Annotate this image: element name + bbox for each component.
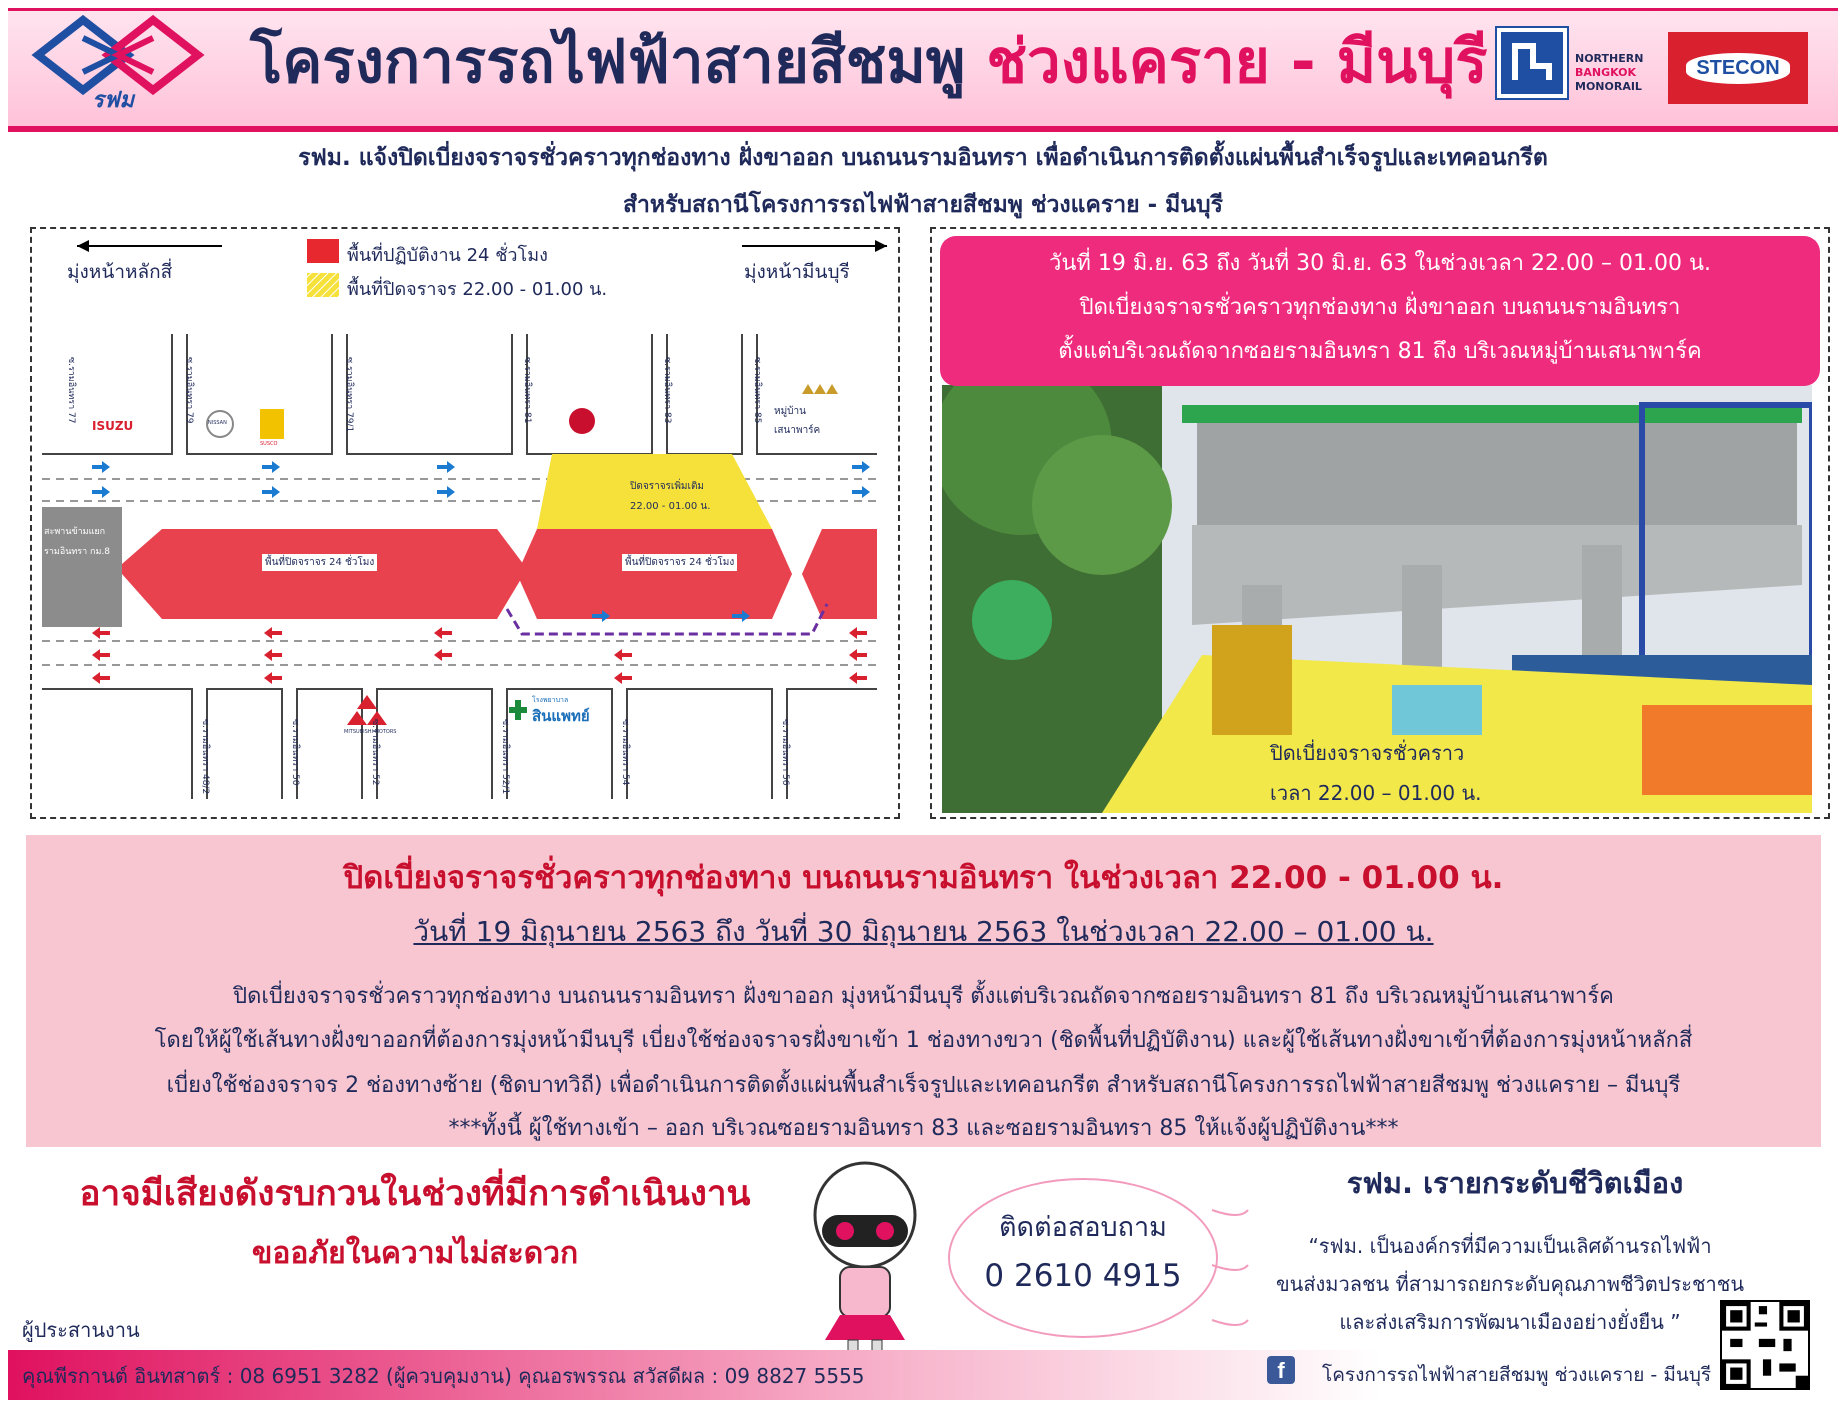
- notice-date-range: วันที่ 19 มิถุนายน 2563 ถึง วันที่ 30 มิถุนายน 2563 ในช่วงเวลา 22.00 – 01.00 น.: [413, 915, 1434, 948]
- title-main: โครงการรถไฟฟ้าสายสีชมพู: [250, 27, 987, 97]
- work-zone-right: [517, 529, 792, 619]
- nbm-line-3: MONORAIL: [1575, 80, 1642, 93]
- contact-phone[interactable]: 0 2610 4915: [984, 1258, 1182, 1294]
- banner-line-3: ตั้งแต่บริเวณถัดจากซอยรามอินทรา 81 ถึง บริเวณหมู่บ้านเสนาพาร์ค: [1058, 339, 1702, 364]
- village-icon: [802, 384, 838, 394]
- legend-24h-label: พื้นที่ปฏิบัติงาน 24 ชั่วโมง: [347, 245, 548, 266]
- susco-label: SUSCO: [260, 441, 278, 447]
- soi-48-2: ซ.รามอินทรา 48/2: [200, 719, 210, 795]
- map-drawing: [32, 229, 898, 817]
- vision-quote-3: และส่งเสริมการพัฒนาเมืองอย่างยั่งยืน ”: [1339, 1310, 1681, 1334]
- coordinator-label: ผู้ประสานงาน: [22, 1318, 140, 1342]
- nbm-line-2: BANGKOK: [1575, 66, 1637, 79]
- zone-left-label: พื้นที่ปิดจราจร 24 ชั่วโมง: [262, 554, 377, 571]
- traffic-map: [30, 227, 900, 819]
- legend-red-swatch: [307, 239, 339, 263]
- stecon-text: STECON: [1686, 53, 1789, 84]
- vision-quote-1: “รฟม. เป็นองค์กรที่มีความเป็นเลิศด้านรถไฟฟ้า: [1308, 1234, 1712, 1258]
- soi-50: ซ.รามอินทรา 50: [290, 719, 300, 786]
- notice-body-4: ***ทั้งนี้ ผู้ใช้ทางเข้า – ออก บริเวณซอยรามอินทรา 83 และซอยรามอินทรา 85 ให้แจ้งผู้ปฏิบัติงาน***: [448, 1116, 1399, 1141]
- work-zone-left: [122, 529, 527, 619]
- stecon-logo: [1668, 32, 1808, 104]
- work-zone-edge: [802, 529, 877, 619]
- soi-81: ซ.รามอินทรา 81: [522, 357, 532, 424]
- direction-left-label: มุ่งหน้าหลักสี่: [67, 261, 173, 283]
- legend-night-label: พื้นที่ปิดจราจร 22.00 - 01.00 น.: [347, 279, 608, 300]
- extra-closure-time: 22.00 - 01.00 น.: [630, 501, 711, 512]
- soi-83: ซ.รามอินทรา 83: [662, 357, 672, 424]
- mascot-icon: [800, 1155, 930, 1360]
- banner-line-1: วันที่ 19 มิ.ย. 63 ถึง วันที่ 30 มิ.ย. 63 ในช่วงเวลา 22.00 – 01.00 น.: [1048, 251, 1711, 276]
- vision-title: รฟม. เรายกระดับชีวิตเมือง: [1346, 1166, 1684, 1200]
- logo-text: รฟม: [92, 88, 134, 110]
- apology-text: ขออภัยในความไม่สะดวก: [251, 1236, 579, 1271]
- vision-quote-2: ขนส่งมวลชน ที่สามารถยกระดับคุณภาพชีวิตประชาชน: [1275, 1272, 1745, 1296]
- facebook-page-link[interactable]: โครงการรถไฟฟ้าสายสีชมพู ช่วงแคราย - มีนบุรี: [1322, 1364, 1712, 1386]
- notice-heading: ปิดเบี่ยงจราจรชั่วคราวทุกช่องทาง บนถนนรามอินทรา ในช่วงเวลา 22.00 - 01.00 น.: [343, 860, 1504, 896]
- hospital-cross-icon: [509, 700, 527, 720]
- banner-line-2: ปิดเบี่ยงจราจรชั่วคราวทุกช่องทาง ฝั่งขาออก บนถนนรามอินทรา: [1079, 295, 1681, 320]
- facebook-icon[interactable]: f: [1267, 1356, 1295, 1384]
- legend-yellow-swatch: [307, 273, 339, 297]
- date-banner: [940, 236, 1820, 386]
- susco-icon: [260, 409, 284, 439]
- kfc-icon: [569, 408, 595, 434]
- nbm-logo: [1497, 28, 1567, 98]
- village-label-2: เสนาพาร์ค: [774, 425, 821, 436]
- soi-52: ซ.รามอินทรา 52: [370, 719, 380, 786]
- zone-right-label: พื้นที่ปิดจราจร 24 ชั่วโมง: [622, 554, 737, 571]
- page-title: [250, 14, 1487, 109]
- hospital-small-label: โรงพยาบาล: [532, 696, 569, 704]
- nbm-logo-mark: [1501, 32, 1563, 94]
- village-label-1: หมู่บ้าน: [774, 406, 806, 417]
- soi-52-1: ซ.รามอินทรา 52/1: [500, 719, 510, 795]
- notice-body-2: โดยให้ผู้ใช้เส้นทางฝั่งขาออกที่ต้องการมุ่งหน้ามีนบุรี เบี่ยงใช้ช่องจราจรฝั่งขาเข้า 1 ช่องทางขวา (ชิดพื้นที่ปฏิบัติงาน) และผู้ใช้เส้นทางฝั่งขาเข้าที่ต้องการมุ่งหน้าหลักสี่: [154, 1028, 1693, 1053]
- photo-caption-1: ปิดเบี่ยงจราจรชั่วคราว: [1270, 741, 1465, 765]
- hospital-label: สินแพทย์: [532, 707, 590, 725]
- notice-body-1: ปิดเบี่ยงจราจรชั่วคราวทุกช่องทาง บนถนนรามอินทรา ฝั่งขาออก มุ่งหน้ามีนบุรี ตั้งแต่บริเวณถัดจากซอยรามอินทรา 81 ถึง บริเวณหมู่บ้านเสนาพาร์ค: [233, 984, 1614, 1009]
- nissan-label: NISSAN: [208, 420, 227, 426]
- soi-85: ซ.รามอินทรา 85: [752, 357, 762, 424]
- direction-right-label: มุ่งหน้ามีนบุรี: [744, 261, 850, 283]
- mitsubishi-label: MITSUBISHI MOTORS: [344, 729, 397, 735]
- soi-54: ซ.รามอินทรา 54: [620, 719, 630, 786]
- subtitle-line-2: สำหรับสถานีโครงการรถไฟฟ้าสายสีชมพู ช่วงแคราย - มีนบุรี: [622, 192, 1224, 218]
- subtitle-line-1: รฟม. แจ้งปิดเบี่ยงจราจรชั่วคราวทุกช่องทาง ฝั่งขาออก บนถนนรามอินทรา เพื่อดำเนินการติดตั้งแผ่นพื้นสำเร็จรูปและเทคอนกรีต: [298, 145, 1548, 171]
- footer-contacts: คุณพีรกานต์ อินทสาตร์ : 08 6951 3282 (ผู้ควบคุมงาน) คุณอรพรรณ สวัสดีผล : 09 8827 5555: [22, 1364, 865, 1388]
- contact-label: ติดต่อสอบถาม: [999, 1212, 1167, 1243]
- mrta-logo: [28, 10, 208, 110]
- isuzu-label: ISUZU: [92, 419, 134, 433]
- bridge-label-1: สะพานข้ามแยก: [44, 527, 106, 537]
- bridge-label-2: รามอินทรา กม.8: [44, 547, 111, 557]
- qr-code-icon[interactable]: [1720, 1300, 1810, 1390]
- noise-warning: อาจมีเสียงดังรบกวนในช่วงที่มีการดำเนินงาน: [79, 1174, 751, 1214]
- soi-77: ซ.รามอินทรา 77: [66, 357, 76, 424]
- nbm-wordmark: [1575, 52, 1643, 94]
- extra-closure-label: ปิดจราจรเพิ่มเติม: [630, 481, 705, 492]
- soi-56: ซ.รามอินทรา 56: [780, 719, 790, 786]
- title-highlight: ช่วงแคราย - มีนบุรี: [986, 27, 1488, 97]
- soi-79: ซ.รามอินทรา 79: [184, 357, 194, 424]
- notice-body-3: เบี่ยงใช้ช่องจราจร 2 ช่องทางซ้าย (ชิดบาทวิถี) เพื่อดำเนินการติดตั้งแผ่นพื้นสำเร็จรูปและเทคอนกรีต สำหรับสถานีโครงการรถไฟฟ้าสายสีชมพู ช่วงแคราย – มีนบุรี: [166, 1073, 1681, 1098]
- inbound-arrows: [92, 627, 867, 684]
- nbm-line-1: NORTHERN: [1575, 52, 1644, 65]
- soi-79-1: ซ.รามอินทรา 79/1: [344, 357, 354, 433]
- photo-caption-2: เวลา 22.00 – 01.00 น.: [1270, 781, 1482, 805]
